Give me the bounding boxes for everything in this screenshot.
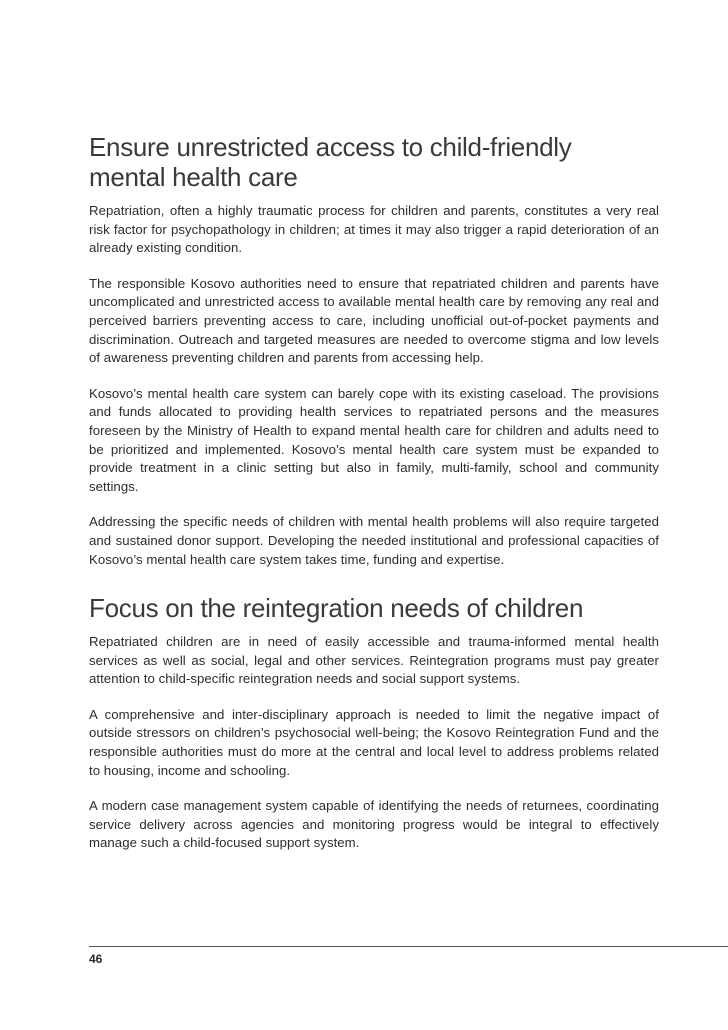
section-heading-mental-health-care xyxy=(89,132,659,192)
section-heading-reintegration-needs: Focus on the reintegration needs of children xyxy=(89,593,584,624)
paragraph: A comprehensive and inter-disciplinary approach is needed to limit the negative impact of outside stressors on children’s psychosocial well-being; the Kosovo Reintegration Fund and the responsible authorities must do more at the central and local level to address problems related to housing, income and schooling. xyxy=(89,706,659,778)
paragraph: The responsible Kosovo authorities need to ensure that repatriated children and parents have uncomplicated and unrestricted access to available mental health care by removing any real and perceived barriers preventing access to care, including unofficial out-of-pocket payments and discrimination. Outreach and targeted measures are needed to overcome stigma and low levels of awareness preventing children and parents from accessing help. xyxy=(89,275,659,366)
page-content xyxy=(89,132,659,870)
paragraph: A modern case management system capable of identifying the needs of returnees, coordinating service delivery across agencies and monitoring progress would be integral to effectively manage such a child-focused support system. xyxy=(89,798,659,851)
paragraph: Repatriation, often a highly traumatic process for children and parents, constitutes a very real risk factor for psychopathology in children; at times it may also trigger a rapid deterioration of an already existing condition. xyxy=(89,203,659,256)
paragraph: Repatriated children are in need of easily accessible and trauma-informed mental health services as well as social, legal and other services. Reintegration programs must pay greater attention to child-specific reintegration needs and social support systems. xyxy=(89,634,659,687)
page-number: 46 xyxy=(89,952,103,966)
paragraph: Addressing the specific needs of children with mental health problems will also require targeted and sustained donor support. Developing the needed institutional and professional capacities of Kosovo’s mental health care system takes time, funding and expertise. xyxy=(89,514,659,567)
footer-divider xyxy=(89,946,728,947)
heading-line: mental health care xyxy=(89,162,298,192)
paragraph: Kosovo’s mental health care system can barely cope with its existing caseload. The provisions and funds allocated to providing health services to repatriated persons and the measures foreseen by the Ministry of Health to expand mental health care for children and adults need to be prioritized and implemented. Kosovo’s mental health care system must be expanded to provide treatment in a clinic setting but also in family, multi-family, school and community settings. xyxy=(89,385,659,494)
heading-line: Ensure unrestricted access to child-friendly xyxy=(89,132,572,162)
